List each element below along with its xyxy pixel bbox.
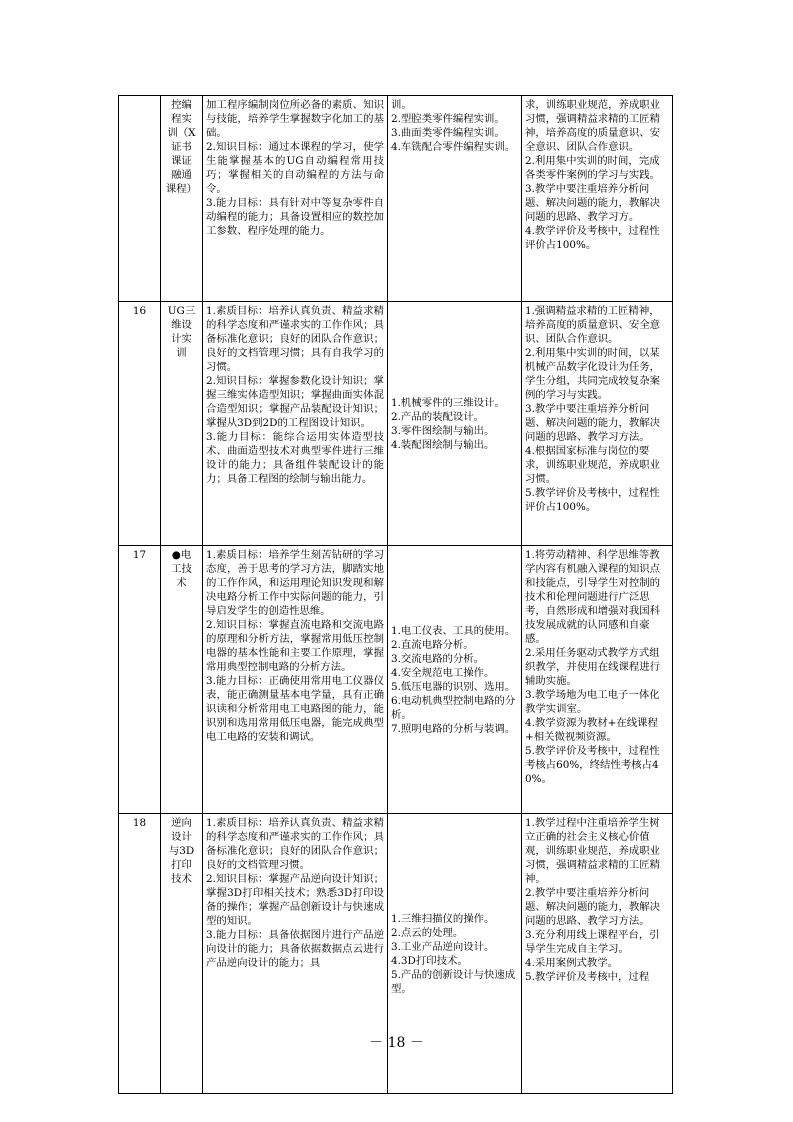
table-row <box>119 302 673 546</box>
teaching-requirements: 求，训练职业规范，养成职业习惯，强调精益求精的工匠精神，培养高度的质量意识、安全意识、团队合作意识。 2.利用集中实训的时间，完成各类零件案例的学习与实践。 3.教学中要注重培养分析问题、解决问题的能力，教解决问题的思路、教学习方。 4.教学评价及考核中，过程性评价占100%。 <box>522 96 673 302</box>
course-content: 1.电工仪表、工具的使用。 2.直流电路分析。 3.交流电路的分析。 4.安全规范电工操作。 5.低压电器的识别、选用。 6.电动机典型控制电路的分析。 7.照明电路的分析与装调。 <box>388 546 522 814</box>
teaching-requirements: 1.将劳动精神、科学思维等教学内容有机融入课程的知识点和技能点，引导学生对控制的技术和伦理问题进行广泛思考，自然形成和增强对我国科技发展成就的认同感和自豪感。 2.采用任务驱动式教学方式组织教学，并使用在线课程进行辅助实施。 3.教学场地为电工电子一体化教学实训室。 4.教学资源为教材+在线课程+相关微视频资源。 5.教学评价及考核中，过程性考核占60%，终结性考核占40%。 <box>522 546 673 814</box>
row-number: 18 <box>119 814 161 1094</box>
course-objectives: 1.素质目标：培养认真负责、精益求精的科学态度和严谨求实的工作作风；具备标准化意识；良好的团队合作意识；良好的文档管理习惯。 2.知识目标：掌握产品逆向设计知识；掌握3D打印相关技术；熟悉3D打印设备的操作；掌握产品创新设计与快速成型的知识。 3.能力目标：具备依据图片进行产品逆向设计的能力；具备依据数据点云进行产品逆向设计的能力；具 <box>203 814 388 1094</box>
course-name: 控编 程实 训（X 证书 课证 融通 课程） <box>161 96 203 302</box>
row-number: 17 <box>119 546 161 814</box>
table-row <box>119 96 673 302</box>
teaching-requirements: 1.教学过程中注重培养学生树立正确的社会主义核心价值观，训练职业规范，养成职业习惯，强调精益求精的工匠精神。 2.教学中要注重培养分析问题、解决问题的能力，教解决问题的思路、教学习方法。 3.充分利用线上课程平台，引导学生完成自主学习。 4.采用案例式教学。 5.教学评价及考核中，过程 <box>522 814 673 1094</box>
course-name: UG三 维设 计实 训 <box>161 302 203 546</box>
table-row <box>119 546 673 814</box>
course-table <box>118 95 673 1094</box>
course-content: 1.三维扫描仪的操作。 2.点云的处理。 3.工业产品逆向设计。 4.3D打印技术。 5.产品的创新设计与快速成型。 <box>388 814 522 1094</box>
page-number: － 18 － <box>369 1035 424 1051</box>
course-objectives: 1.素质目标：培养学生刻苦钻研的学习态度，善于思考的学习方法，脚踏实地的工作作风，和运用理论知识发现和解决电路分析工作中实际问题的能力，引导启发学生的创造性思维。 2.知识目标：掌握直流电路和交流电路的原理和分析方法，掌握常用低压控制电器的基本性能和主要工作原理，掌握常用典型控制电路的分析方法。 3.能力目标：正确使用常用电工仪器仪表，能正确测量基本电学量，具有正确识读和分析常用电工电路图的能力，能识别和选用常用低压电器，能完成典型电工电路的安装和调试。 <box>203 546 388 814</box>
course-content: 训。 2.型腔类零件编程实训。 3.曲面类零件编程实训。 4.车铣配合零件编程实训。 <box>388 96 522 302</box>
course-name: 逆向 设计 与3D 打印 技术 <box>161 814 203 1094</box>
row-number: 16 <box>119 302 161 546</box>
course-objectives: 1.素质目标：培养认真负责、精益求精的科学态度和严谨求实的工作作风；具备标准化意识；良好的团队合作意识；良好的文档管理习惯；具有自我学习的习惯。 2.知识目标：掌握参数化设计知识；掌握三维实体造型知识；掌握曲面实体混合造型知识；掌握产品装配设计知识；掌握从3D到2D的工程图设计知识。 3.能力目标：能综合运用实体造型技术、曲面造型技术对典型零件进行三维设计的能力；具备组件装配设计的能力；具备工程图的绘制与输出能力。 <box>203 302 388 546</box>
row-number <box>119 96 161 302</box>
teaching-requirements: 1.强调精益求精的工匠精神，培养高度的质量意识、安全意识、团队合作意识。 2.利用集中实训的时间，以某机械产品数字化设计为任务，学生分组，共同完成较复杂案例的学习与实践。 3.教学中要注重培养分析问题、解决问题的能力，教解决问题的思路、教学习方法。 4.根据国家标准与岗位的要求，训练职业规范，养成职业习惯。 5.教学评价及考核中，过程性评价占100%。 <box>522 302 673 546</box>
course-content: 1.机械零件的三维设计。 2.产品的装配设计。 3.零件图绘制与输出。 4.装配图绘制与输出。 <box>388 302 522 546</box>
course-name: ●电 工技 术 <box>161 546 203 814</box>
course-objectives: 加工程序编制岗位所必备的素质、知识与技能，培养学生掌握数字化加工的基础。 2.知识目标：通过本课程的学习，使学生能掌握基本的UG自动编程常用技巧；掌握相关的自动编程的方法与命令。 3.能力目标：具有针对中等复杂零件自动编程的能力；具备设置相应的数控加工参数、程序处理的能力。 <box>203 96 388 302</box>
